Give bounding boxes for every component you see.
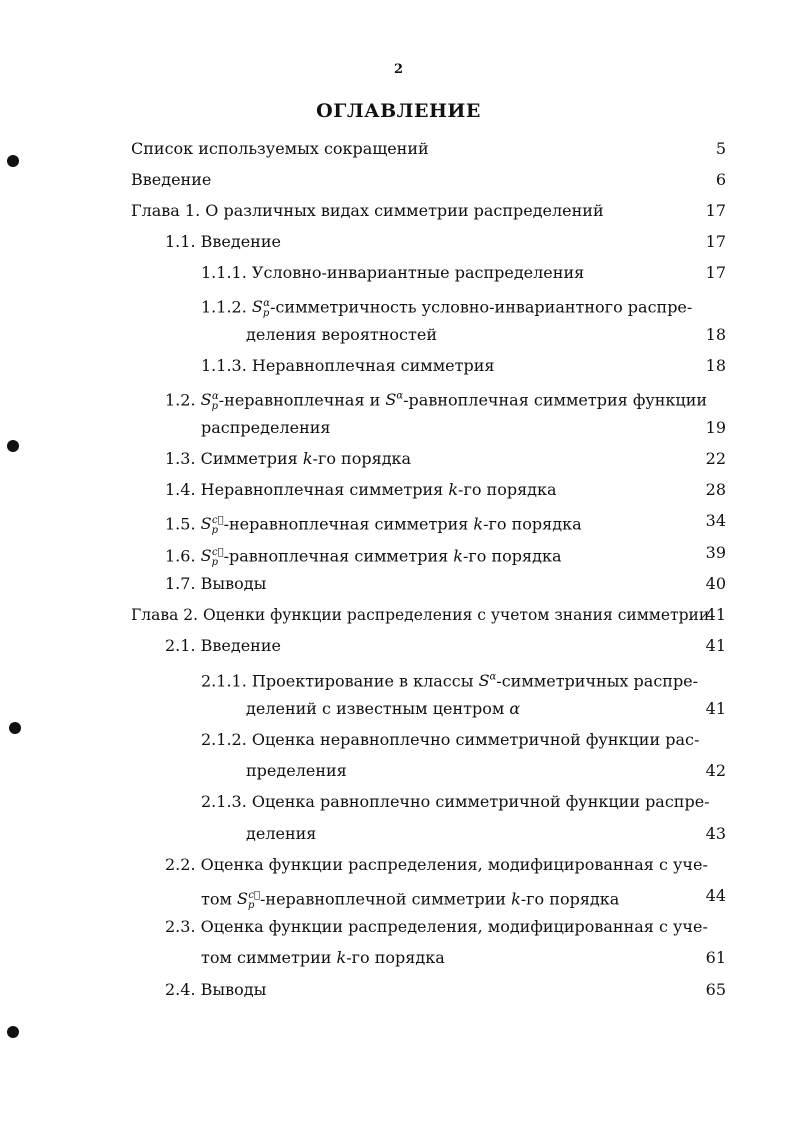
toc-page-number: 18 bbox=[705, 356, 726, 375]
toc-page-number: 17 bbox=[705, 232, 726, 251]
toc-entry-section[interactable]: 1.6. $S_p^{c⃗}$-равноплечная симметрия k-го порядка bbox=[165, 546, 562, 569]
toc-page-number: 43 bbox=[705, 824, 726, 843]
math-symbol: $S_p^{c⃗}$ bbox=[200, 514, 224, 537]
toc-page-number: 41 bbox=[705, 636, 726, 655]
math-symbol: k bbox=[336, 948, 347, 967]
toc-page-number: 19 bbox=[705, 418, 726, 437]
toc-page-number: 44 bbox=[705, 886, 726, 905]
math-symbol: k bbox=[448, 480, 459, 499]
toc-entry-continuation[interactable]: распределения bbox=[201, 418, 331, 437]
page-number: 2 bbox=[393, 62, 404, 77]
binder-hole-mark bbox=[9, 722, 21, 734]
binder-hole-mark bbox=[7, 440, 19, 452]
toc-page-number: 34 bbox=[705, 511, 726, 530]
math-symbol: k bbox=[511, 889, 521, 909]
toc-entry-continuation[interactable]: том симметрии k-го порядка bbox=[201, 948, 445, 967]
toc-entry-chapter[interactable]: Глава 1. О различных видах симметрии распределений bbox=[131, 201, 604, 220]
toc-page-number: 61 bbox=[705, 948, 726, 967]
page-title: ОГЛАВЛЕНИЕ bbox=[316, 100, 481, 122]
math-symbol: $S_p^\alpha$ bbox=[251, 297, 271, 320]
toc-page-number: 22 bbox=[705, 449, 726, 468]
toc-page-number: 17 bbox=[705, 263, 726, 282]
toc-entry-section[interactable]: 1.2. $S_p^\alpha$-неравноплечная и $S^\alpha$-равноплечная симметрия функции bbox=[165, 390, 708, 413]
toc-entry-continuation[interactable]: пределения bbox=[246, 761, 347, 780]
toc-entry-section[interactable]: 2.2. Оценка функции распределения, модифицированная с уче- bbox=[165, 855, 708, 874]
toc-entry-chapter[interactable]: Глава 2. Оценки функции распределения с учетом знания симметрии bbox=[131, 606, 710, 624]
toc-entry-section[interactable]: 2.4. Выводы bbox=[165, 980, 267, 999]
toc-entry-subsection[interactable]: 2.1.1. Проектирование в классы $S^\alpha$-симметричных распре- bbox=[201, 671, 699, 691]
toc-entry-section[interactable]: 2.3. Оценка функции распределения, модифицированная с уче- bbox=[165, 917, 708, 936]
math-symbol: k bbox=[453, 546, 463, 566]
toc-page-number: 28 bbox=[705, 480, 726, 499]
toc-entry-section[interactable]: 1.1. Введение bbox=[165, 232, 281, 251]
toc-entry-section[interactable]: 1.5. $S_p^{c⃗}$-неравноплечная симметрия k-го порядка bbox=[165, 514, 582, 537]
math-symbol: k bbox=[473, 514, 484, 534]
toc-entry-subsection[interactable]: 2.1.3. Оценка равноплечно симметричной функции распре- bbox=[201, 792, 710, 811]
math-symbol: $S_p^\alpha$ bbox=[200, 390, 219, 413]
toc-page-number: 17 bbox=[705, 201, 726, 220]
toc-entry-subsection[interactable]: 2.1.2. Оценка неравноплечно симметричной функции рас- bbox=[201, 730, 700, 749]
binder-hole-mark bbox=[7, 155, 19, 167]
toc-page-number: 18 bbox=[705, 325, 726, 344]
toc-page-number: 6 bbox=[715, 170, 726, 189]
toc-entry-section[interactable]: 1.7. Выводы bbox=[165, 574, 267, 593]
toc-entry-continuation[interactable]: делений с известным центром α bbox=[246, 699, 521, 718]
toc-entry[interactable]: Список используемых сокращений bbox=[131, 139, 429, 158]
toc-entry-subsection[interactable]: 1.1.3. Неравноплечная симметрия bbox=[201, 356, 495, 375]
toc-entry-continuation[interactable]: том $S_p^{c⃗}$-неравноплечной симметрии k-го порядка bbox=[201, 889, 620, 912]
math-symbol: $S^\alpha$ bbox=[385, 390, 404, 410]
toc-entry-subsection[interactable]: 1.1.1. Условно-инвариантные распределения bbox=[201, 263, 585, 282]
toc-page-number: 42 bbox=[705, 761, 726, 780]
toc-entry-section[interactable]: 1.3. Симметрия k-го порядка bbox=[165, 449, 412, 468]
math-symbol: $S_p^{c⃗}$ bbox=[237, 889, 261, 912]
math-symbol: $S^\alpha$ bbox=[478, 671, 497, 691]
toc-page-number: 5 bbox=[715, 139, 726, 158]
toc-entry-section[interactable]: 1.4. Неравноплечная симметрия k-го порядка bbox=[165, 480, 557, 499]
toc-entry-continuation[interactable]: деления bbox=[246, 824, 317, 843]
toc-page-number: 65 bbox=[705, 980, 726, 999]
binder-hole-mark bbox=[7, 1026, 19, 1038]
math-symbol: k bbox=[302, 449, 313, 468]
toc-page-number: 39 bbox=[705, 543, 726, 562]
toc-entry[interactable]: Введение bbox=[131, 170, 212, 189]
toc-entry-section[interactable]: 2.1. Введение bbox=[165, 636, 281, 655]
math-symbol: $S_p^{c⃗}$ bbox=[200, 546, 224, 569]
toc-page-number: 41 bbox=[705, 699, 726, 718]
toc-entry-subsection[interactable]: 1.1.2. $S_p^\alpha$-симметричность условно-инвариантного распре- bbox=[201, 297, 693, 320]
math-symbol: α bbox=[509, 699, 521, 718]
toc-entry-continuation[interactable]: деления вероятностей bbox=[246, 325, 437, 344]
toc-page-number: 41 bbox=[705, 605, 726, 624]
toc-page-number: 40 bbox=[705, 574, 726, 593]
